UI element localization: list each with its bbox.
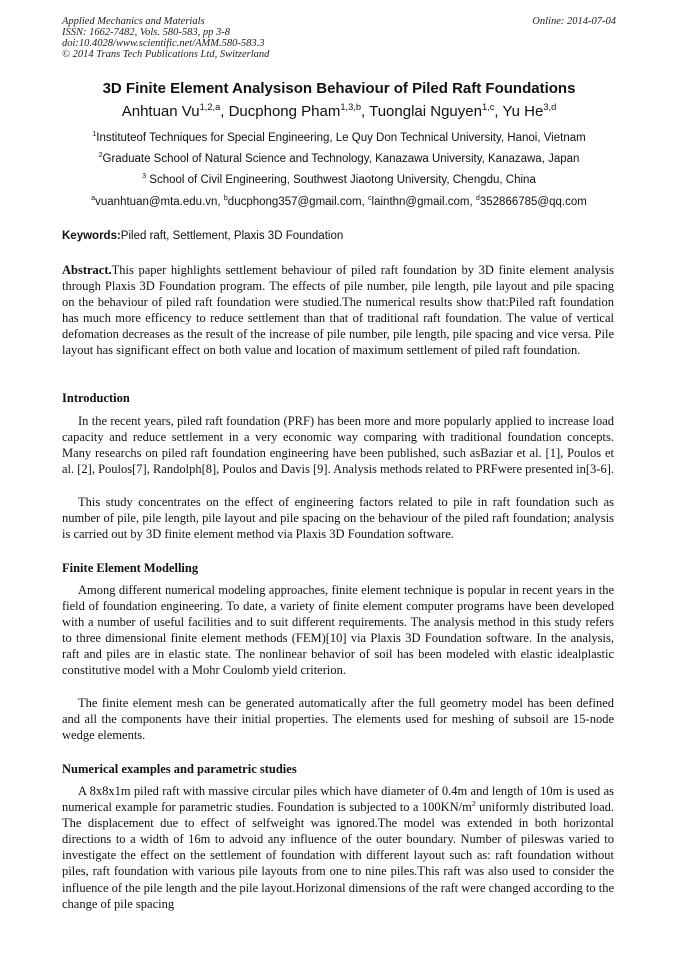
keywords-text: Piled raft, Settlement, Plaxis 3D Foundation: [120, 230, 344, 242]
online-date: Online: 2014-07-04: [532, 16, 616, 27]
affiliation-3: $^3$ School of Civil Engineering, Southwest Jiaotong University, Chengdu, China: [142, 172, 536, 186]
abstract-label: Abstract.: [62, 263, 112, 277]
keywords-label: Keywords:: [62, 230, 121, 242]
numerical-paragraph-1: A 8x8x1m piled raft with massive circular piles which have diameter of 0.4m and length of 10m is used as numerical example for parametric studies. Foundation is subjected to a $100KN/m^2$ uniformly distributed load. The displacement due to effect of selfweight was ignored.The model was extended in both horizontal directions to a width of 16m to advoid any influence of the outer boundary. Number of pileswas varied to investigate the effect on the settlement of foundation with different layout such as: raft foundation without piles, raft foundation with various pile layouts from one to nine piles.This raft was also used to consider the influence of the pile length and the pile layout.Horizonal dimensions of the raft were changed according to the change of pile spacing: [62, 784, 614, 911]
author-sup: 1,3,b: [340, 102, 362, 112]
section-heading-numerical: Numerical examples and parametric studies: [62, 762, 297, 776]
affiliation-1: $^1$Instituteof Techniques for Special Engineering, Le Quy Don Technical University, Hanoi, Vietnam: [92, 130, 586, 144]
copyright-line: © 2014 Trans Tech Publications Ltd, Switzerland: [62, 49, 270, 60]
abstract: [62, 262, 614, 359]
email-list: $^a$vuanhtuan@mta.edu.vn, $^b$ducphong357@gmail.com, $^c$lainthn@gmail.com, $^d$352866785@qq.com: [91, 194, 587, 208]
author-sup: 3,d: [543, 102, 557, 112]
fem-paragraph-2: The finite element mesh can be generated automatically after the full geometry model has been defined and all the components have their initial properties. The elements used for meshing of subsoil are 15-node wedge elements.: [62, 696, 614, 743]
journal-name: Applied Mechanics and Materials: [62, 16, 205, 27]
email-link: lainthn@gmail.com,: [371, 196, 476, 208]
author-name: Yu He: [502, 103, 544, 120]
doi-line: doi:10.4028/www.scientific.net/AMM.580-583.3: [62, 38, 265, 49]
section-heading-fem: Finite Element Modelling: [62, 561, 199, 575]
email-link: vuanhtuan@mta.edu.vn,: [95, 196, 224, 208]
intro-paragraph-2: This study concentrates on the effect of engineering factors related to pile in raft foundation such as number of pile, pile length, pile layout and pile spacing on the behaviour of the piled raft foundation; analysis is carried out by 3D finite element method via Plaxis 3D Foundation software.: [62, 495, 614, 542]
author-name: Anhtuan Vu: [121, 103, 200, 120]
author-name: Tuonglai Nguyen: [369, 103, 482, 120]
section-heading-introduction: Introduction: [62, 391, 130, 405]
paper-title: 3D Finite Element Analysison Behaviour of Piled Raft Foundations: [102, 80, 576, 97]
author-sup: 1,2,a: [199, 102, 221, 112]
email-link: 352866785@qq.com: [479, 196, 587, 208]
author-sup: 1,c: [481, 102, 495, 112]
abstract-text: This paper highlights settlement behaviour of piled raft foundation by 3D finite element analysis through Plaxis 3D Foundation program. The effects of pile number, pile length, pile layout and pile spacing on the behaviour of piled raft foundation were studied.The numerical results show that:Piled raft foundation has much more efficency to reduce settlement than that of traditional raft foundation. The value of vertical defomation decreases as the result of the increase of pile number, pile length, pile spacing and vice versa. Pile layout has significant effect on both value and location of maximum settlement of piled raft foundation.: [62, 263, 614, 358]
issn-line: ISSN: 1662-7482, Vols. 580-583, pp 3-8: [62, 27, 230, 38]
author-list: Anhtuan Vu$^{1,2,a}$, Ducphong Pham$^{1,3,b}$, Tuonglai Nguyen$^{1,c}$, Yu He$^{3,d}$: [121, 102, 557, 120]
author-name: Ducphong Pham: [228, 103, 341, 120]
keywords: [62, 230, 343, 242]
affiliation-2: $^2$Graduate School of Natural Science and Technology, Kanazawa University, Kanazawa, Japan: [98, 151, 580, 165]
fem-paragraph-1: Among different numerical modeling approaches, finite element technique is popular in recent years in the field of foundation engineering. To date, a variety of finite element computer programs have been developed with a number of useful facilities and to suit different requirements. The analysis method in this study refers to three dimensional finite element methods (FEM)[10] via Plaxis 3D Foundation software. In the analysis, raft and piles are in elastic state. The nonlinear behavior of soil has been modeled with elastic idealplastic constitutive model with a Mohr Coulomb yield criterion.: [62, 583, 614, 678]
intro-paragraph-1: In the recent years, piled raft foundation (PRF) has been more and more popularly applied to increase load capacity and reduce settlement in a very economic way comparing with traditional foundation concepts. Many researchs on piled raft foundation engineering have been published, such asBaziar et al. [1], Poulos et al. [2], Poulos[7], Randolph[8], Poulos and Davis [9]. Analysis methods related to PRFwere presented in[3-6].: [62, 414, 614, 477]
email-link: ducphong357@gmail.com,: [227, 196, 368, 208]
